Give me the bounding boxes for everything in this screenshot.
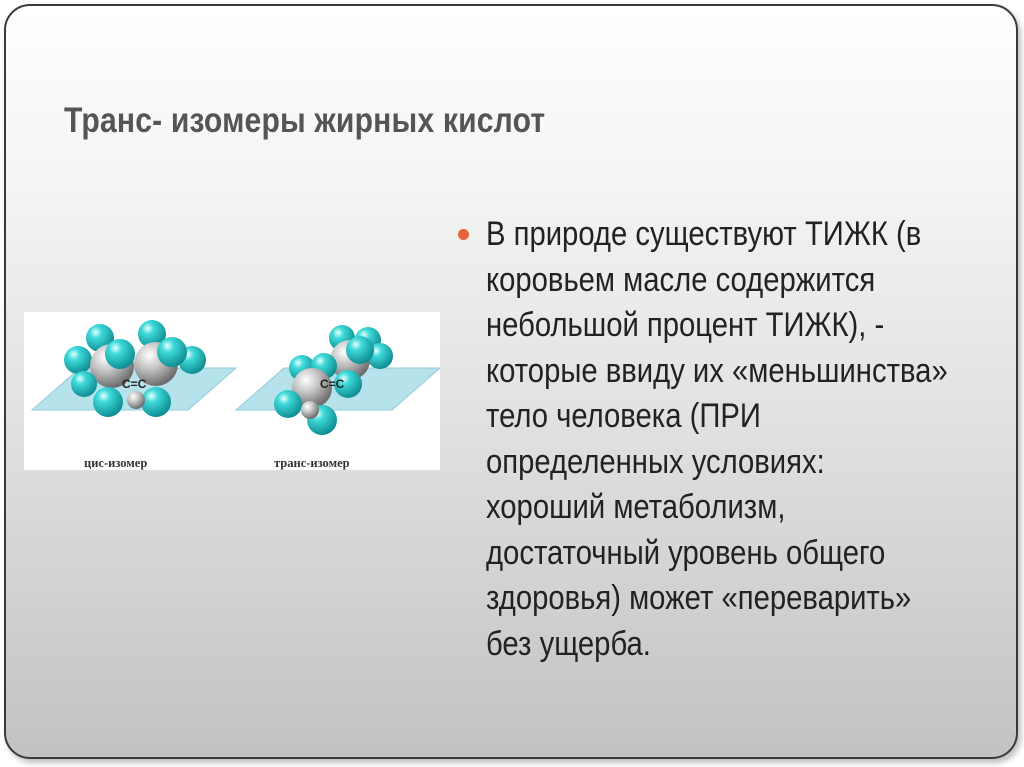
atom-h — [93, 387, 123, 417]
cis-isomer-model — [32, 320, 236, 470]
slide — [4, 4, 1018, 759]
atom-h — [157, 337, 187, 367]
cis-bond-label: C=C — [122, 377, 147, 391]
bullet-dot-icon — [458, 229, 469, 240]
atom-h — [274, 390, 302, 418]
slide-title: Транс- изомеры жирных кислот — [64, 101, 546, 140]
trans-isomer-model — [236, 325, 440, 470]
trans-caption: транс-изомер — [274, 456, 350, 470]
atom-h — [64, 346, 92, 374]
atom-h — [105, 339, 135, 369]
atom-c — [301, 401, 319, 419]
trans-bond-label: C=C — [320, 377, 345, 391]
atom-h — [141, 387, 171, 417]
bullet-text: В природе существуют ТИЖК (в коровьем масле содержится небольшой процент ТИЖК), - которые ввиду их «меньшинства» тело человека (ПРИ определенных условиях: хороший метаболизм, достаточный уровень общего здоровья) может «переварить» без ущерба. — [486, 215, 948, 663]
atom-h — [346, 336, 374, 364]
atom-c — [127, 391, 145, 409]
atom-h — [71, 371, 97, 397]
cis-caption: цис-изомер — [84, 456, 148, 470]
isomer-figure — [24, 312, 440, 470]
